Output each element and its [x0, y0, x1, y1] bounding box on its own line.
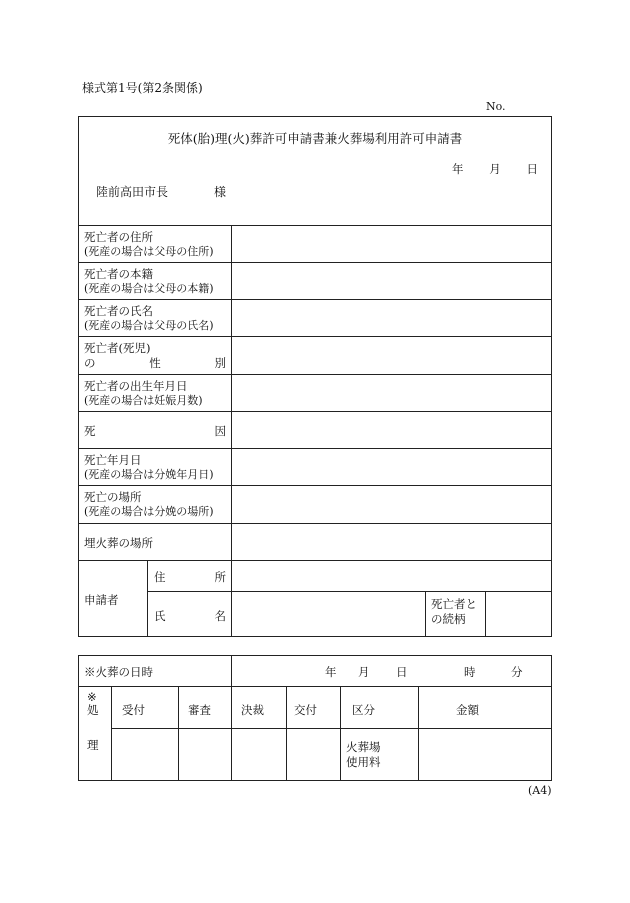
applicant-address-field[interactable] — [232, 561, 551, 591]
label-birth-date — [84, 379, 226, 408]
death-date-field[interactable] — [232, 449, 551, 485]
date-month-label: 月 — [489, 162, 501, 176]
paper-size: (A4) — [528, 784, 552, 797]
label-main: 死亡者の出生年月日 — [84, 379, 188, 393]
form-title: 死体(胎)理(火)葬許可申請書兼火葬場利用許可申請書 — [167, 131, 463, 146]
label-deceased-address — [84, 230, 226, 259]
burial-place-field[interactable] — [232, 524, 551, 560]
applicant-name-field[interactable] — [232, 592, 425, 637]
label-death-place — [84, 490, 226, 519]
label-part: 使用料 — [346, 754, 381, 769]
deceased-sex-field[interactable] — [232, 337, 551, 374]
label-note: (死産の場合は父母の住所) — [84, 244, 214, 258]
label-note: (死産の場合は妊娠月数) — [84, 393, 203, 407]
label-burial-place — [84, 536, 226, 551]
label-applicant-address — [154, 570, 226, 585]
label-part: 名 — [214, 609, 226, 623]
label-cremation-datetime — [84, 665, 226, 680]
label-part: 所 — [214, 570, 226, 584]
relation-field[interactable] — [486, 592, 551, 637]
label-part: 死亡者と — [431, 597, 477, 611]
label-issue: 交付 — [294, 703, 317, 717]
office-column-divider — [111, 686, 112, 781]
label-death-date — [84, 453, 226, 482]
label-part: 性 — [149, 355, 161, 370]
label-amount: 金額 — [456, 703, 479, 717]
label-receipt: 受付 — [122, 703, 145, 717]
label-crematorium-fee — [346, 740, 381, 770]
label-main: 死亡者の本籍 — [84, 267, 153, 281]
cremation-month-label: 月 — [358, 665, 370, 679]
label-review: 審査 — [188, 703, 211, 717]
label-part: の続柄 — [431, 611, 466, 626]
label-part: の — [84, 355, 96, 370]
label-part: 因 — [214, 424, 226, 438]
addressee: 陸前高田市長 — [96, 185, 169, 199]
label-main: 死亡者(死児) — [84, 341, 151, 355]
label-part: 火葬場 — [346, 740, 381, 754]
label-deceased-name — [84, 304, 226, 333]
label-text — [84, 230, 226, 245]
application-date — [452, 164, 538, 176]
label-applicant: 申請者 — [84, 593, 119, 607]
cause-of-death-field[interactable] — [232, 412, 551, 448]
label-note: (死産の場合は父母の本籍) — [84, 281, 214, 295]
cremation-hour-label: 時 — [464, 665, 476, 679]
label-cause-of-death — [84, 424, 226, 439]
date-year-label: 年 — [452, 162, 464, 176]
number-label: No. — [486, 100, 506, 113]
label-part: 死 — [84, 424, 96, 438]
relation-column-divider — [425, 591, 426, 637]
death-place-field[interactable] — [232, 486, 551, 523]
cremation-day-label: 日 — [396, 665, 408, 679]
office-column-divider — [178, 686, 179, 781]
date-day-label: 日 — [526, 162, 538, 176]
deceased-name-field[interactable] — [232, 300, 551, 336]
office-mark: ※ — [87, 690, 97, 704]
office-row-divider — [78, 686, 552, 687]
applicant-column-divider — [147, 560, 148, 637]
label-deceased-domicile — [84, 267, 226, 296]
office-column-divider — [231, 655, 232, 781]
label-deceased-sex — [84, 341, 226, 371]
label-note: (死産の場合は分娩年月日) — [84, 467, 214, 481]
label-main: 埋火葬の場所 — [84, 536, 153, 550]
birth-date-field[interactable] — [232, 375, 551, 411]
label-category: 区分 — [352, 703, 375, 717]
label-part: 住 — [154, 570, 166, 584]
deceased-address-field[interactable] — [232, 226, 551, 262]
office-column-divider — [340, 686, 341, 781]
cremation-minute-label: 分 — [511, 665, 523, 679]
label-main: 死亡年月日 — [84, 453, 142, 467]
label-main: ※火葬の日時 — [84, 665, 153, 679]
label-note: (死産の場合は分娩の場所) — [84, 504, 214, 518]
office-column-divider — [286, 686, 287, 781]
label-main: 死亡者の住所 — [84, 230, 153, 244]
label-note: (死産の場合は父母の氏名) — [84, 318, 214, 332]
form-reference: 様式第1号(第2条関係) — [82, 81, 203, 95]
label-main: 死亡者の氏名 — [84, 304, 153, 318]
label-part: 氏 — [154, 609, 166, 623]
label-main: 死亡の場所 — [84, 490, 142, 504]
label-part: 別 — [214, 355, 226, 370]
addressee-suffix: 様 — [214, 185, 227, 199]
label-decision: 決裁 — [241, 703, 264, 717]
label-processing-2: 理 — [87, 738, 99, 752]
cremation-year-label: 年 — [325, 665, 337, 679]
deceased-domicile-field[interactable] — [232, 263, 551, 299]
label-applicant-name — [154, 609, 226, 624]
label-sex-line — [84, 356, 226, 371]
label-relation — [431, 597, 477, 627]
office-column-divider — [418, 686, 419, 781]
label-processing-1: 処 — [87, 703, 99, 717]
